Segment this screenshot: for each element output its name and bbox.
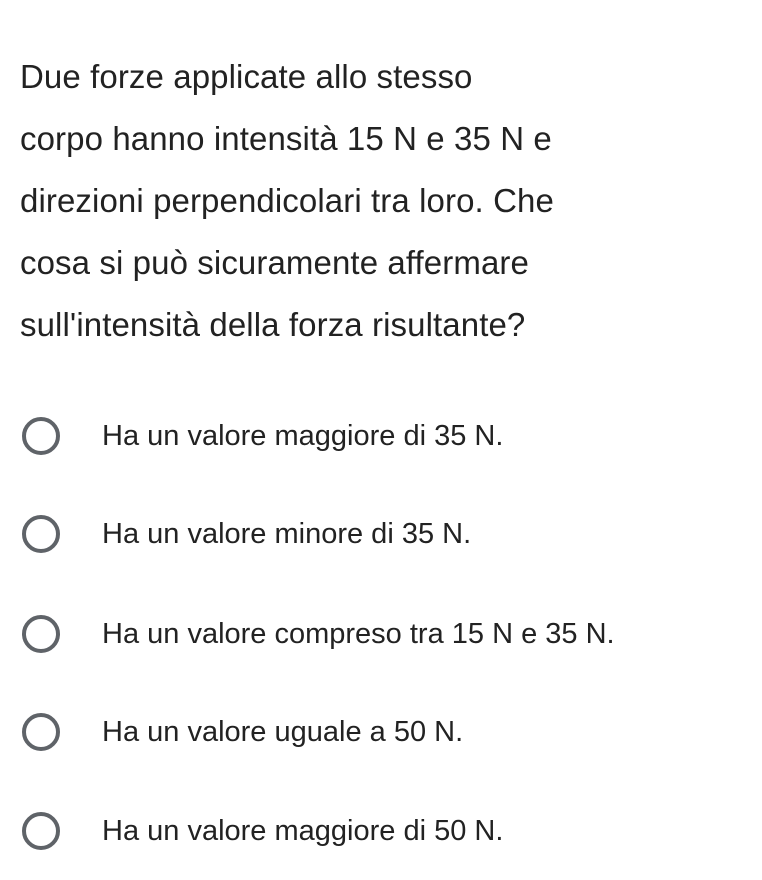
answer-option-label: Ha un valore compreso tra 15 N e 35 N.	[102, 617, 615, 650]
radio-unchecked-icon[interactable]	[22, 812, 60, 850]
question-line: sull'intensità della forza risultante?	[20, 306, 526, 343]
answer-option-label: Ha un valore minore di 35 N.	[102, 517, 472, 550]
radio-unchecked-icon[interactable]	[22, 615, 60, 653]
answer-option-1[interactable]	[22, 411, 503, 461]
question-line: direzioni perpendicolari tra loro. Che	[20, 182, 554, 219]
question-line: Due forze applicate allo stesso	[20, 58, 473, 95]
radio-unchecked-icon[interactable]	[22, 417, 60, 455]
answer-option-3[interactable]	[22, 609, 615, 659]
answer-option-5[interactable]	[22, 806, 503, 856]
answer-option-label: Ha un valore uguale a 50 N.	[102, 715, 464, 748]
answer-option-4[interactable]	[22, 707, 463, 757]
radio-unchecked-icon[interactable]	[22, 713, 60, 751]
answer-option-2[interactable]	[22, 509, 471, 559]
question-line: corpo hanno intensità 15 N e 35 N e	[20, 120, 552, 157]
radio-unchecked-icon[interactable]	[22, 515, 60, 553]
answer-option-label: Ha un valore maggiore di 35 N.	[102, 419, 504, 452]
question-line: cosa si può sicuramente affermare	[20, 244, 529, 281]
answer-option-label: Ha un valore maggiore di 50 N.	[102, 814, 504, 847]
